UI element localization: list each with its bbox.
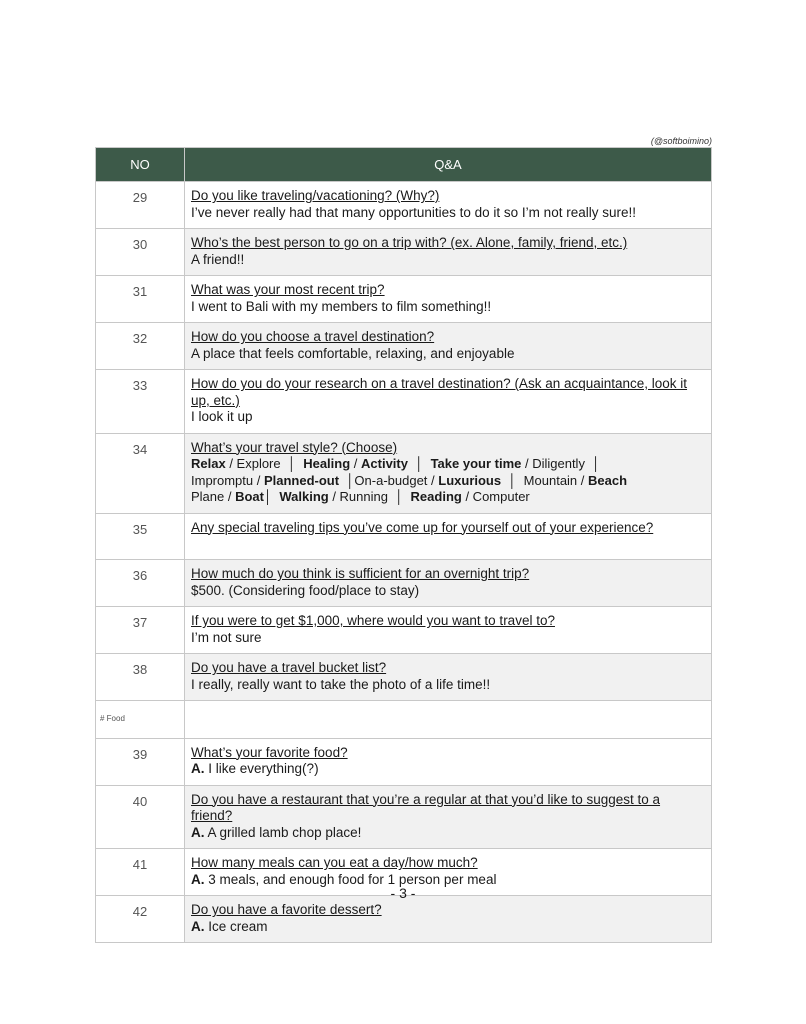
qa-cell: [185, 323, 712, 370]
answer-line: [191, 761, 705, 778]
option-bold: Boat: [235, 489, 264, 504]
qa-table: [95, 147, 712, 943]
row-number: 37: [96, 607, 185, 654]
option-text: / Explore │: [225, 456, 304, 471]
option-bold: Planned-out: [263, 472, 340, 488]
answer-text: I really, really want to take the photo of a life time!!: [191, 676, 491, 692]
option-bold: Reading: [410, 489, 462, 504]
answer-text: I’m not sure: [191, 629, 262, 645]
question-text: Do you like traveling/vacationing? (Why?): [191, 188, 440, 203]
option-text: │: [407, 456, 431, 471]
answer-text: Ice cream: [208, 918, 268, 934]
question-text: Do you have a restaurant that you’re a regular at that you’d like to suggest to a friend?: [191, 791, 661, 823]
row-number: 38: [96, 654, 185, 701]
option-bold: Activity: [361, 456, 408, 471]
travel-style-options: [191, 489, 705, 506]
option-text: / Computer: [461, 489, 530, 504]
answer-line: [191, 825, 705, 842]
option-text: │: [263, 489, 280, 504]
option-text: / Diligently │: [521, 456, 601, 471]
answer-text: A place that feels comfortable, relaxing, and enjoyable: [191, 345, 515, 361]
option-text: │ Mountain /: [501, 472, 588, 488]
qa-cell: [185, 607, 712, 654]
qa-cell: [185, 513, 712, 560]
answer-prefix: A.: [191, 918, 205, 934]
question-text: What’s your travel style? (Choose): [191, 439, 398, 455]
qa-cell: [185, 654, 712, 701]
option-text: Impromptu /: [191, 472, 264, 488]
section-row: [96, 701, 712, 739]
option-text: /: [350, 456, 362, 471]
question-text: If you were to get $1,000, where would you want to travel to?: [191, 613, 555, 628]
answer-line: [191, 919, 705, 936]
row-number: 39: [96, 738, 185, 785]
table-row: [96, 654, 712, 701]
answer-text: I’ve never really had that many opportunities to do it so I’m not really sure!!: [191, 204, 636, 220]
option-text: │On-a-budget /: [339, 472, 439, 488]
row-number: 36: [96, 560, 185, 607]
question-text: Do you have a favorite dessert?: [191, 902, 382, 917]
answer-text: $500. (Considering food/place to stay): [191, 582, 420, 598]
table-row: [96, 513, 712, 560]
option-bold: Take your time: [430, 456, 522, 471]
row-number: 35: [96, 513, 185, 560]
row-number: 30: [96, 229, 185, 276]
answer-text: A grilled lamb chop place!: [207, 824, 362, 840]
question-text: What’s your favorite food?: [191, 744, 348, 760]
option-bold: Beach: [588, 472, 628, 488]
travel-style-options: [191, 473, 705, 490]
row-number: 40: [96, 785, 185, 849]
table-header: [96, 148, 712, 182]
header-no: NO: [96, 148, 185, 182]
table-row: [96, 560, 712, 607]
answer-text: [191, 536, 705, 552]
answer-text: I like everything(?): [208, 761, 319, 776]
question-text: Who’s the best person to go on a trip with? (ex. Alone, family, friend, etc.): [191, 235, 628, 250]
qa-cell: [185, 560, 712, 607]
option-bold: Healing: [303, 456, 351, 471]
answer-text: A friend!!: [191, 251, 245, 267]
option-bold: Relax: [191, 456, 226, 471]
option-text: / Running │: [328, 489, 411, 504]
option-bold: Walking: [279, 489, 329, 504]
row-number: 29: [96, 182, 185, 229]
table-row: [96, 738, 712, 785]
row-number: 42: [96, 896, 185, 943]
qa-cell: [185, 370, 712, 434]
row-number: 33: [96, 370, 185, 434]
credit-handle: (@softboimino): [650, 136, 712, 146]
question-text: How do you do your research on a travel destination? (Ask an acquaintance, look it up, etc.): [191, 376, 688, 408]
qa-cell: [185, 785, 712, 849]
answer-text: I went to Bali with my members to film something!!: [191, 298, 492, 314]
table-row: [96, 182, 712, 229]
header-qa: Q&A: [185, 148, 712, 182]
question-text: What was your most recent trip?: [191, 282, 385, 297]
answer-prefix: A.: [191, 824, 205, 840]
section-label-food: # Food: [96, 701, 185, 739]
table-row: [96, 896, 712, 943]
question-text: Any special traveling tips you’ve come up for yourself out of your experience?: [191, 519, 654, 535]
table-row: [96, 276, 712, 323]
row-number: 34: [96, 433, 185, 513]
table-row: [96, 370, 712, 434]
question-text: How many meals can you eat a day/how much?: [191, 855, 478, 870]
question-text: Do you have a travel bucket list?: [191, 660, 387, 675]
table-row: [96, 229, 712, 276]
travel-style-options: [191, 456, 705, 473]
answer-text: 3 meals, and enough food for 1 person per meal: [208, 871, 497, 887]
option-bold: Luxurious: [438, 472, 502, 488]
qa-cell: [185, 229, 712, 276]
question-text: How much do you think is sufficient for an overnight trip?: [191, 566, 530, 581]
table-row: [96, 433, 712, 513]
question-text: How do you choose a travel destination?: [191, 329, 435, 344]
answer-prefix: A.: [191, 761, 205, 776]
table-row: [96, 607, 712, 654]
qa-cell: [185, 276, 712, 323]
qa-cell: [185, 433, 712, 513]
answer-prefix: A.: [191, 871, 205, 887]
section-empty-cell: [185, 701, 712, 739]
page-number: - 3 -: [390, 885, 416, 901]
option-text: Plane /: [191, 489, 236, 504]
row-number: 31: [96, 276, 185, 323]
qa-cell: [185, 738, 712, 785]
row-number: 41: [96, 849, 185, 896]
table-row: [96, 785, 712, 849]
row-number: 32: [96, 323, 185, 370]
qa-cell: [185, 182, 712, 229]
qa-cell: [185, 896, 712, 943]
table-row: [96, 323, 712, 370]
answer-text: I look it up: [191, 409, 253, 424]
